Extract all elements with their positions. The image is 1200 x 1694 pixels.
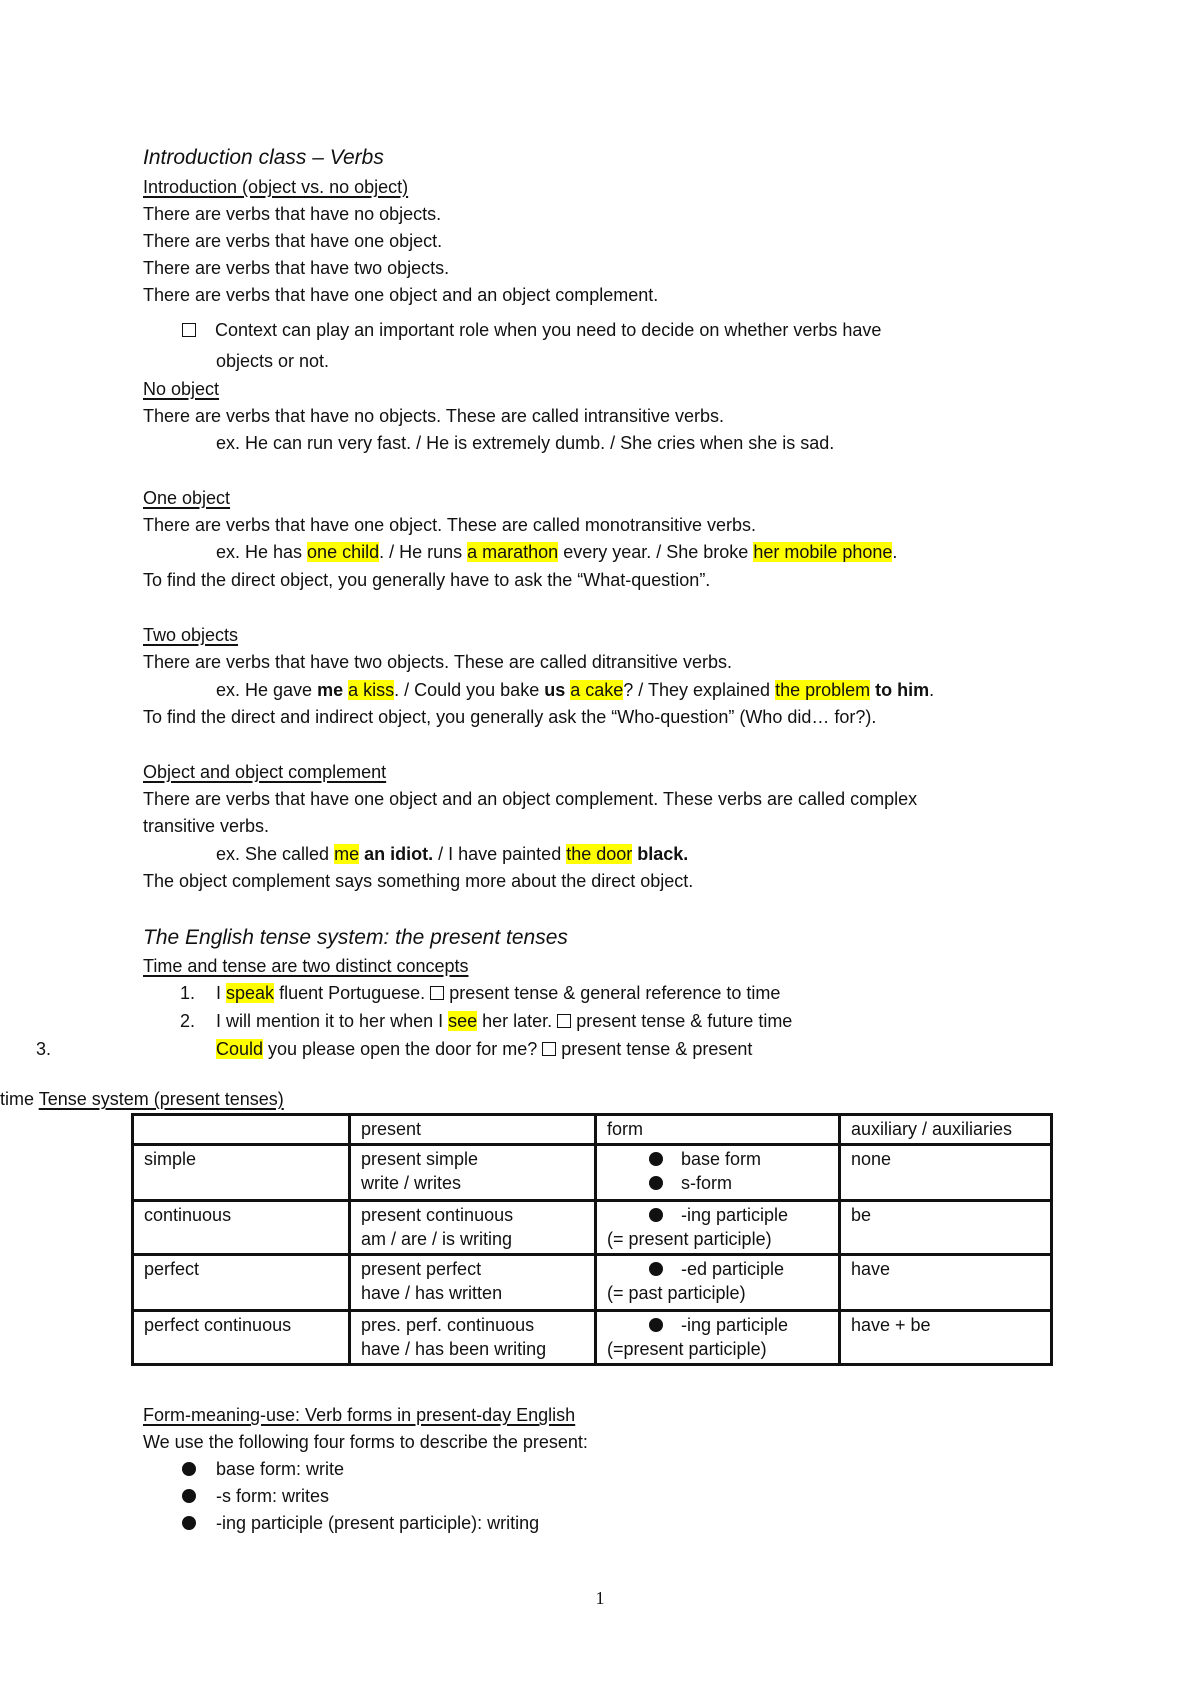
list-item bbox=[216, 1037, 752, 1061]
text-run: . / He runs bbox=[379, 542, 468, 562]
table-header-cell: auxiliary / auxiliaries bbox=[840, 1115, 1052, 1145]
present-example: am / are / is writing bbox=[361, 1229, 513, 1249]
table-row bbox=[133, 1201, 1052, 1255]
complement-example bbox=[216, 842, 688, 866]
highlight: Could bbox=[216, 1039, 264, 1059]
text-run: present tense & future time bbox=[571, 1011, 793, 1031]
form-label: -ed participle bbox=[681, 1259, 785, 1279]
intro-title: Introduction class – Verbs bbox=[143, 146, 384, 169]
text-run: every year. / She broke bbox=[558, 542, 754, 562]
bullet-icon bbox=[182, 1462, 196, 1476]
text-run: you please open the door for me? bbox=[263, 1039, 538, 1059]
form-bullet bbox=[182, 1457, 344, 1481]
text-run: present tense & present bbox=[556, 1039, 753, 1059]
table-cell-aux: be bbox=[840, 1201, 1052, 1255]
form-meaning-intro: We use the following four forms to describe the present: bbox=[143, 1432, 588, 1452]
two-objects-example bbox=[216, 678, 934, 702]
form-bullet bbox=[182, 1511, 539, 1535]
table-cell-aspect: continuous bbox=[133, 1201, 350, 1255]
table-cell-present bbox=[350, 1145, 596, 1201]
table-header-cell: present bbox=[350, 1115, 596, 1145]
text-run: ex. He has bbox=[216, 542, 308, 562]
text-run: ? / They explained bbox=[623, 680, 776, 700]
present-name: present simple bbox=[361, 1149, 479, 1169]
highlight: me bbox=[334, 844, 360, 864]
table-cell-present bbox=[350, 1311, 596, 1365]
table-cell-aux: have bbox=[840, 1255, 1052, 1311]
present-example: write / writes bbox=[361, 1173, 462, 1193]
no-object-example: ex. He can run very fast. / He is extremely dumb. / She cries when she is sad. bbox=[216, 433, 835, 453]
highlight: a marathon bbox=[467, 542, 559, 562]
highlight: see bbox=[448, 1011, 478, 1031]
intro-line: There are verbs that have no objects. bbox=[143, 204, 442, 224]
bullet-icon bbox=[182, 1489, 196, 1503]
list-number: 3. bbox=[36, 1039, 52, 1059]
present-name: pres. perf. continuous bbox=[361, 1315, 535, 1335]
table-header-row bbox=[133, 1115, 1052, 1145]
table-cell-present bbox=[350, 1255, 596, 1311]
present-example: have / has written bbox=[361, 1283, 503, 1303]
text-run: I will mention it to her when I bbox=[216, 1011, 449, 1031]
highlight: a kiss bbox=[348, 680, 395, 700]
form-label: -ing participle bbox=[681, 1205, 789, 1225]
checkbox-icon bbox=[542, 1042, 556, 1056]
highlight: a cake bbox=[570, 680, 624, 700]
text-run: time bbox=[0, 1089, 35, 1109]
context-note bbox=[182, 318, 881, 342]
form-label: -ing participle bbox=[681, 1315, 789, 1335]
checkbox-icon bbox=[557, 1014, 571, 1028]
form-bullet bbox=[182, 1484, 329, 1508]
table-cell-aspect: perfect continuous bbox=[133, 1311, 350, 1365]
form-label: s-form bbox=[681, 1173, 732, 1193]
form-item bbox=[607, 1203, 828, 1227]
text-run: . bbox=[929, 680, 935, 700]
two-objects-line: There are verbs that have two objects. These are called ditransitive verbs. bbox=[143, 652, 732, 672]
present-name: present continuous bbox=[361, 1205, 514, 1225]
form-note: (= past participle) bbox=[607, 1283, 746, 1303]
form-bullet-text: -ing participle (present participle): writing bbox=[216, 1513, 540, 1533]
form-meaning-heading: Form-meaning-use: Verb forms in present-day English bbox=[143, 1405, 576, 1425]
text-run: ex. He gave bbox=[216, 680, 318, 700]
text-run: her later. bbox=[477, 1011, 553, 1031]
form-item bbox=[607, 1313, 828, 1337]
intro-line: There are verbs that have one object and an object complement. bbox=[143, 285, 659, 305]
table-cell-form bbox=[596, 1201, 840, 1255]
bold-run: me bbox=[317, 680, 344, 700]
two-objects-heading: Two objects bbox=[143, 625, 239, 645]
bold-run: us bbox=[544, 680, 566, 700]
table-row bbox=[133, 1145, 1052, 1201]
table-cell-form bbox=[596, 1311, 840, 1365]
one-object-line: There are verbs that have one object. These are called monotransitive verbs. bbox=[143, 515, 757, 535]
bullet-icon bbox=[649, 1152, 663, 1166]
form-note: (=present participle) bbox=[607, 1339, 767, 1359]
context-note-cont: objects or not. bbox=[216, 351, 330, 371]
text-run: . / Could you bake bbox=[394, 680, 545, 700]
wrapped-line bbox=[0, 1087, 284, 1111]
list-number: 2. bbox=[180, 1011, 196, 1031]
context-note-text: Context can play an important role when you need to decide on whether verbs have bbox=[215, 320, 882, 340]
form-item bbox=[607, 1147, 828, 1171]
table-row bbox=[133, 1311, 1052, 1365]
text-run: present tense & general reference to time bbox=[444, 983, 781, 1003]
bold-run: an idiot. bbox=[364, 844, 434, 864]
one-object-heading: One object bbox=[143, 488, 231, 508]
page-number: 1 bbox=[595, 1588, 605, 1608]
tense-heading: Time and tense are two distinct concepts bbox=[143, 956, 469, 976]
highlight: speak bbox=[226, 983, 275, 1003]
text-run: fluent Portuguese. bbox=[274, 983, 426, 1003]
table-cell-aspect: simple bbox=[133, 1145, 350, 1201]
present-name: present perfect bbox=[361, 1259, 482, 1279]
bullet-icon bbox=[182, 1516, 196, 1530]
table-header-cell: form bbox=[596, 1115, 840, 1145]
bullet-icon bbox=[649, 1208, 663, 1222]
two-objects-note: To find the direct and indirect object, you generally ask the “Who-question” (Who did… for?). bbox=[143, 707, 877, 727]
table-cell-present bbox=[350, 1201, 596, 1255]
table-header-cell bbox=[133, 1115, 350, 1145]
text-run: ex. She called bbox=[216, 844, 335, 864]
text-run: / I have painted bbox=[433, 844, 567, 864]
checkbox-icon bbox=[430, 986, 444, 1000]
one-object-example bbox=[216, 540, 897, 564]
present-example: have / has been writing bbox=[361, 1339, 547, 1359]
complement-heading: Object and object complement bbox=[143, 762, 387, 782]
text-run: . bbox=[892, 542, 898, 562]
no-object-heading: No object bbox=[143, 379, 220, 399]
complement-line: There are verbs that have one object and an object complement. These verbs are called complex bbox=[143, 789, 918, 809]
table-heading: Tense system (present tenses) bbox=[38, 1089, 284, 1109]
complement-note: The object complement says something more about the direct object. bbox=[143, 871, 694, 891]
highlight: her mobile phone bbox=[753, 542, 893, 562]
form-bullet-text: base form: write bbox=[216, 1459, 345, 1479]
bold-run: to him bbox=[875, 680, 930, 700]
tense-table bbox=[131, 1113, 1053, 1366]
table-cell-aux: have + be bbox=[840, 1311, 1052, 1365]
bullet-icon bbox=[649, 1176, 663, 1190]
list-item bbox=[216, 1009, 792, 1033]
form-note: (= present participle) bbox=[607, 1229, 772, 1249]
intro-heading: Introduction (object vs. no object) bbox=[143, 177, 409, 197]
list-item bbox=[216, 981, 780, 1005]
highlight: the door bbox=[566, 844, 633, 864]
tense-title: The English tense system: the present tenses bbox=[143, 926, 568, 949]
bold-run: black. bbox=[637, 844, 689, 864]
text-run: I bbox=[216, 983, 227, 1003]
table-row bbox=[133, 1255, 1052, 1311]
table-cell-form bbox=[596, 1145, 840, 1201]
form-item bbox=[607, 1257, 828, 1281]
intro-line: There are verbs that have one object. bbox=[143, 231, 443, 251]
one-object-note: To find the direct object, you generally have to ask the “What-question”. bbox=[143, 570, 711, 590]
highlight: one child bbox=[307, 542, 380, 562]
intro-line: There are verbs that have two objects. bbox=[143, 258, 450, 278]
highlight: the problem bbox=[775, 680, 871, 700]
bullet-icon bbox=[649, 1262, 663, 1276]
list-number: 1. bbox=[180, 983, 196, 1003]
bullet-icon bbox=[649, 1318, 663, 1332]
form-label: base form bbox=[681, 1149, 762, 1169]
table-cell-aux: none bbox=[840, 1145, 1052, 1201]
form-bullet-text: -s form: writes bbox=[216, 1486, 330, 1506]
complement-line: transitive verbs. bbox=[143, 816, 270, 836]
table-cell-aspect: perfect bbox=[133, 1255, 350, 1311]
form-item bbox=[607, 1171, 828, 1195]
checkbox-icon bbox=[182, 323, 196, 337]
table-cell-form bbox=[596, 1255, 840, 1311]
no-object-line: There are verbs that have no objects. These are called intransitive verbs. bbox=[143, 406, 724, 426]
